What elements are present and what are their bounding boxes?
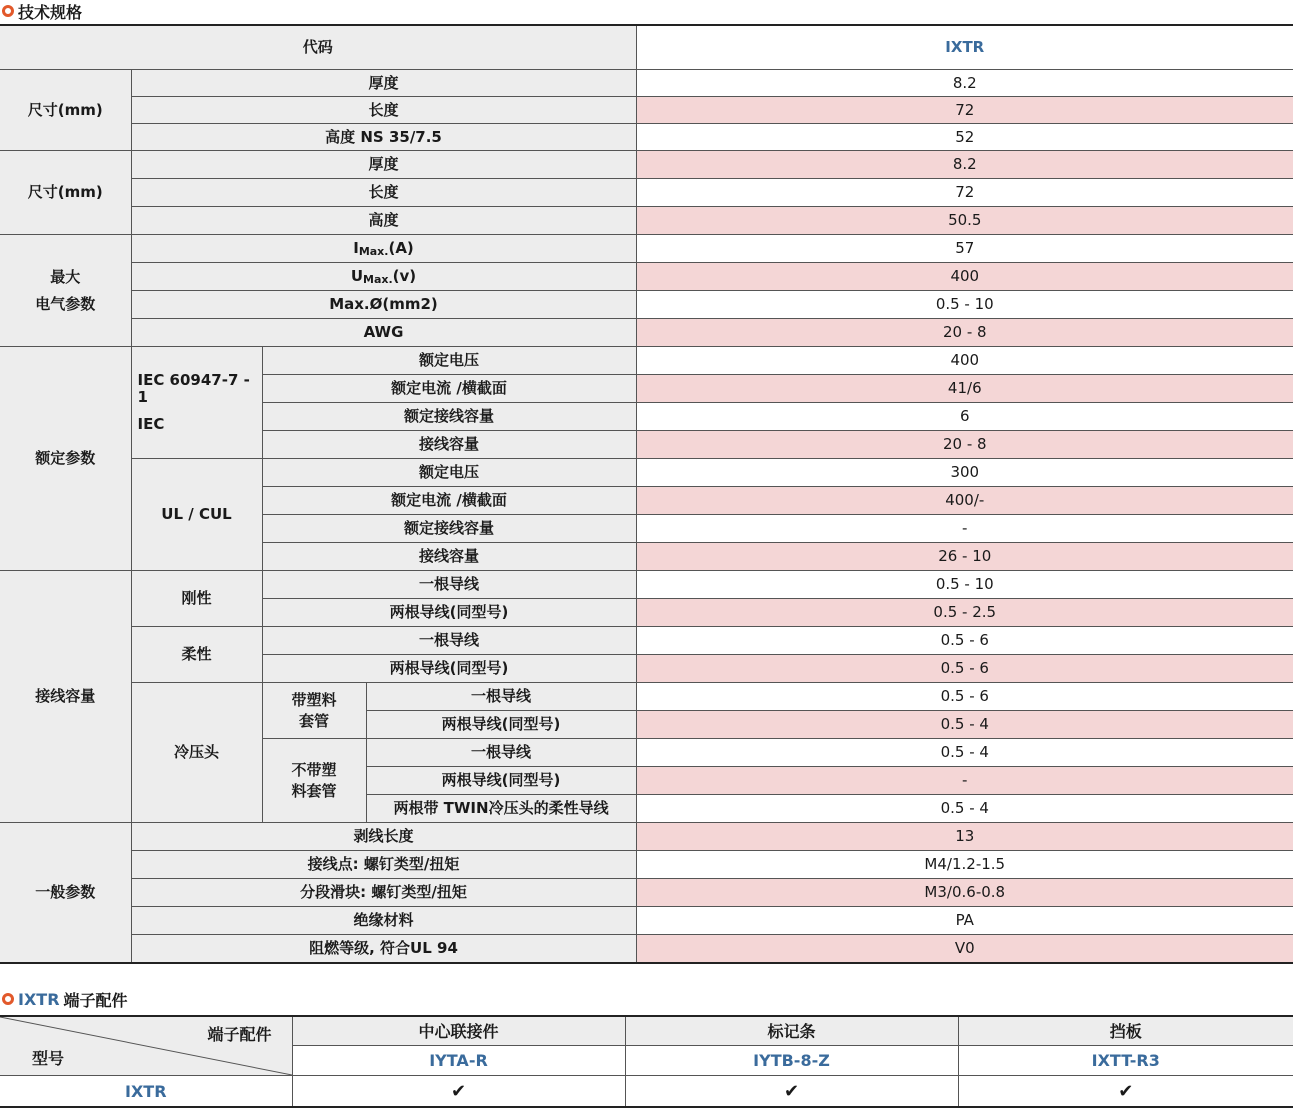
section-title-accessories [0, 988, 128, 1010]
table-row [0, 179, 1293, 207]
row-value: M3/0.6-0.8 [636, 879, 1293, 907]
acc-column-name: 中心联接件 [292, 1016, 625, 1046]
row-value: 0.5 - 4 [636, 795, 1293, 823]
row-label: 厚度 [131, 151, 636, 179]
table-row [0, 907, 1293, 935]
row-value: 0.5 - 4 [636, 739, 1293, 767]
row-value: 400 [636, 263, 1293, 291]
row-value: M4/1.2-1.5 [636, 851, 1293, 879]
row-label: 接线点: 螺钉类型/扭矩 [131, 851, 636, 879]
table-row [0, 1076, 1293, 1108]
row-value: 0.5 - 6 [636, 683, 1293, 711]
subgroup-label-with-sleeve: 带塑料 套管 [262, 683, 366, 739]
section-brand-text: IXTR [18, 989, 60, 1009]
row-value: 26 - 10 [636, 543, 1293, 571]
table-row [0, 879, 1293, 907]
row-value: 72 [636, 97, 1293, 124]
section-title-text: 技术规格 [18, 2, 83, 22]
row-value: 0.5 - 2.5 [636, 599, 1293, 627]
subgroup-label-line: IEC 60947-7 - 1 [137, 371, 250, 406]
row-label: 剥线长度 [131, 823, 636, 851]
row-value: PA [636, 907, 1293, 935]
acc-model: IXTR [0, 1076, 292, 1108]
subgroup-label-ferrule: 冷压头 [131, 683, 262, 823]
spec-header-row [0, 25, 1293, 70]
acc-column-code: IXTT-R3 [958, 1046, 1293, 1076]
acc-column-name: 挡板 [958, 1016, 1293, 1046]
row-label: 长度 [131, 179, 636, 207]
table-row [0, 97, 1293, 124]
row-value: 0.5 - 6 [636, 627, 1293, 655]
row-label: 两根导线(同型号) [262, 655, 636, 683]
subgroup-label-without-sleeve: 不带塑 料套管 [262, 739, 366, 823]
corner-header-bottom: 型号 [32, 1049, 65, 1068]
row-value: 8.2 [636, 151, 1293, 179]
row-label: 一根导线 [262, 627, 636, 655]
row-label: 高度 NS 35/7.5 [131, 124, 636, 151]
group-label-line: 最大 [50, 267, 81, 286]
table-row [0, 347, 1293, 375]
circle-bullet-icon [2, 5, 14, 17]
table-row [0, 935, 1293, 964]
row-value: 20 - 8 [636, 319, 1293, 347]
table-row [0, 627, 1293, 655]
table-row [0, 683, 1293, 711]
row-value: 52 [636, 124, 1293, 151]
row-label: 绝缘材料 [131, 907, 636, 935]
subgroup-label-iec [131, 347, 262, 459]
subgroup-label-rigid: 刚性 [131, 571, 262, 627]
row-value: - [636, 767, 1293, 795]
checkmark-icon: ✔ [958, 1076, 1293, 1108]
row-value: 0.5 - 10 [636, 291, 1293, 319]
row-value: 57 [636, 235, 1293, 263]
row-label: 一根导线 [366, 683, 636, 711]
spec-header-code: IXTR [636, 25, 1293, 70]
section-title-specs [0, 0, 82, 22]
row-label: 长度 [131, 97, 636, 124]
row-value: 300 [636, 459, 1293, 487]
acc-column-name: 标记条 [625, 1016, 958, 1046]
table-row [0, 291, 1293, 319]
row-value: 8.2 [636, 70, 1293, 97]
section-title-text: 端子配件 [63, 990, 128, 1010]
group-label-general: 一般参数 [0, 823, 131, 964]
group-label-electrical [0, 235, 131, 347]
row-value: 400 [636, 347, 1293, 375]
row-value: 50.5 [636, 207, 1293, 235]
subgroup-label-line: IEC [137, 415, 165, 433]
row-value: 0.5 - 4 [636, 711, 1293, 739]
spec-header-label: 代码 [0, 25, 636, 70]
table-row [0, 571, 1293, 599]
row-label: 两根导线(同型号) [366, 767, 636, 795]
spec-table [0, 24, 1293, 964]
corner-header-top: 端子配件 [207, 1025, 272, 1044]
row-label: 额定接线容量 [262, 403, 636, 431]
row-label: 两根导线(同型号) [366, 711, 636, 739]
table-row [0, 319, 1293, 347]
row-label-umax: $U_{Max.}(v)$ [131, 263, 636, 291]
row-label: 两根带 TWIN冷压头的柔性导线 [366, 795, 636, 823]
row-label: 分段滑块: 螺钉类型/扭矩 [131, 879, 636, 907]
row-label: Max.Ø(mm2) [131, 291, 636, 319]
row-value: 0.5 - 6 [636, 655, 1293, 683]
row-label: 额定电流 /横截面 [262, 375, 636, 403]
table-row [0, 235, 1293, 263]
row-label: AWG [131, 319, 636, 347]
row-label: 两根导线(同型号) [262, 599, 636, 627]
table-row [0, 70, 1293, 97]
group-label-dim1: 尺寸(mm) [0, 70, 131, 151]
checkmark-icon: ✔ [292, 1076, 625, 1108]
checkmark-icon: ✔ [625, 1076, 958, 1108]
row-value: 72 [636, 179, 1293, 207]
row-value: 6 [636, 403, 1293, 431]
table-row [0, 124, 1293, 151]
acc-header-row [0, 1016, 1293, 1046]
row-label: 额定电压 [262, 459, 636, 487]
corner-header-cell [0, 1016, 292, 1076]
row-value: 0.5 - 10 [636, 571, 1293, 599]
row-value: V0 [636, 935, 1293, 964]
row-value: 41/6 [636, 375, 1293, 403]
table-row [0, 851, 1293, 879]
row-label: 额定电流 /横截面 [262, 487, 636, 515]
row-value: 20 - 8 [636, 431, 1293, 459]
group-label-dim2: 尺寸(mm) [0, 151, 131, 235]
row-label: 接线容量 [262, 431, 636, 459]
subgroup-label-ul: UL / CUL [131, 459, 262, 571]
circle-bullet-icon [2, 993, 14, 1005]
row-label: 额定接线容量 [262, 515, 636, 543]
row-label: 厚度 [131, 70, 636, 97]
row-value: 400/- [636, 487, 1293, 515]
row-value: 13 [636, 823, 1293, 851]
row-label: 接线容量 [262, 543, 636, 571]
table-row [0, 207, 1293, 235]
acc-column-code: IYTB-8-Z [625, 1046, 958, 1076]
row-label: 高度 [131, 207, 636, 235]
table-row [0, 151, 1293, 179]
accessories-table [0, 1015, 1293, 1108]
row-label: 阻燃等级, 符合UL 94 [131, 935, 636, 964]
subgroup-label-flex: 柔性 [131, 627, 262, 683]
group-label-line: 电气参数 [35, 294, 96, 313]
row-label-imax: $I_{Max.}(A)$ [131, 235, 636, 263]
table-row [0, 263, 1293, 291]
row-label: 一根导线 [366, 739, 636, 767]
row-value: - [636, 515, 1293, 543]
group-label-rated: 额定参数 [0, 347, 131, 571]
table-row [0, 823, 1293, 851]
acc-column-code: IYTA-R [292, 1046, 625, 1076]
group-label-capacity: 接线容量 [0, 571, 131, 823]
row-label: 额定电压 [262, 347, 636, 375]
table-row [0, 459, 1293, 487]
row-label: 一根导线 [262, 571, 636, 599]
